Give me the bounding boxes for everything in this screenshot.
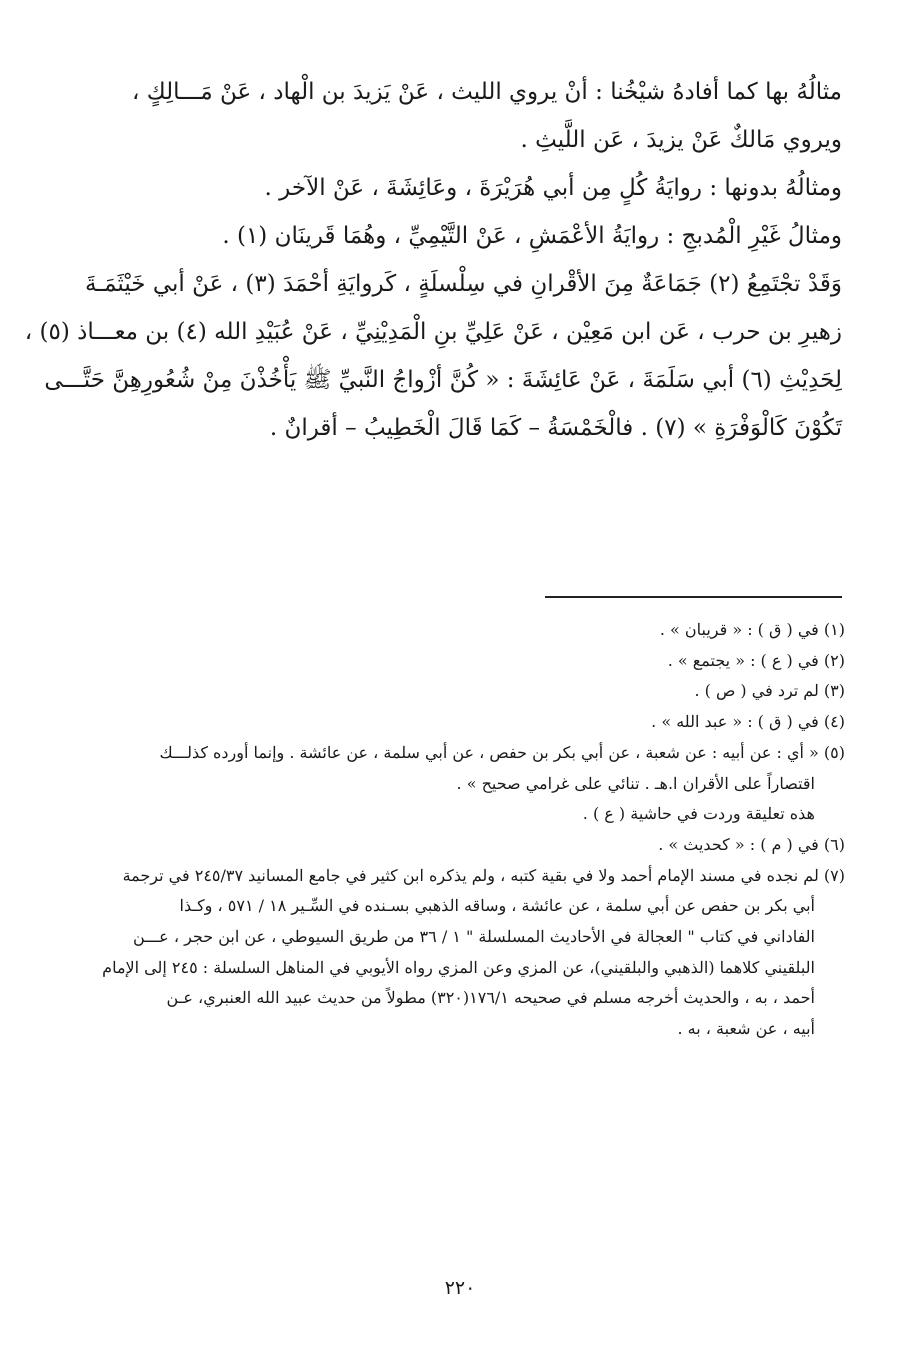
footnote-line: أبي بكر بن حفص عن أبي سلمة ، عن عائشة ، وساقه الذهبي بسـنده في السِّـير ١٨ / ٥٧١ ، وكـذا	[179, 896, 815, 916]
footnote-line: (١) في ( ق ) : « قريبان » .	[659, 620, 845, 639]
main-text	[24, 68, 842, 452]
main-line: لِحَدِيْثِ (٦) أبي سَلَمَةَ ، عَنْ عَائِشَةَ : « كُنَّ أزْواجُ النَّبيِّ ﷺ يَأْخُذْنَ مِنْ شُعُورِهِنَّ حَتَّـــى	[44, 367, 842, 393]
footnote-line: أحمد ، به ، والحديث أخرجه مسلم في صحيحه ١٧٦/١(٣٢٠) مطولاً من حديث عبيد الله العنبري، عـن	[166, 988, 815, 1008]
footnote-line: البلقيني كلاهما (الذهبي والبلقيني)، عن المزي وعن المزي رواه الأيوبي في المناهل السلسلة : ٢٤٥ إلى الإمام	[102, 957, 815, 977]
footnotes	[70, 615, 845, 1045]
footnote-line: أبيه ، عن شعبة ، به .	[677, 1019, 815, 1039]
footnote-line: (٥) « أي : عن أبيه : عن شعبة ، عن أبي بكر بن حفص ، عن أبي سلمة ، عن عائشة . وإنما أورده كذلـــك	[159, 742, 845, 762]
footnote-separator	[545, 596, 842, 598]
main-line: تَكُوْنَ كَالْوَفْرَةِ » (٧) . فالْخَمْسَةُ – كَمَا قَالَ الْخَطِيبُ – أقرانٌ .	[269, 415, 842, 441]
footnote-line: (٧) لم نجده في مسند الإمام أحمد ولا في بقية كتبه ، ولم يذكره ابن كثير في جامع المسانيد ٢٤٥/٣٧ في ترجمة	[122, 865, 845, 885]
main-line: ومثالُهُ بدونها : روايَةُ كُلٍ مِن أبي هُرَيْرَةَ ، وعَائِشَةَ ، عَنْ الآخر .	[264, 175, 842, 201]
main-line: مثالُهُ بها كما أفادهُ شيْخُنا : أنْ يروي الليث ، عَنْ يَزيدَ بن الْهاد ، عَنْ مَـــالِكٍ ،	[131, 79, 842, 105]
footnote-line: اقتصاراً على الأقران ا.هـ . تنائي على غرامي صحيح » .	[456, 773, 815, 793]
main-line: وَقَدْ تجْتَمِعُ (٢) جَمَاعَةٌ مِنَ الأقْرانِ في سِلْسلَةٍ ، كَروايَةِ أحْمَدَ (٣) ، عَنْ أبي خَيْثَمَـةَ	[85, 271, 842, 297]
main-line: زهيرِ بن حرب ، عَن ابن مَعِيْن ، عَنْ عَلِيِّ بنِ الْمَدِيْنِيِّ ، عَنْ عُبَيْدِ الله (٤) بن معـــاذ (٥) ،	[24, 319, 842, 345]
footnote-line: (٦) في ( م ) : « كحديث » .	[658, 834, 845, 854]
main-line: ويروي مَالكٌ عَنْ يزيدَ ، عَن اللَّيثِ .	[520, 127, 842, 153]
footnote-line: الفاداني في كتاب " العجالة في الأحاديث المسلسلة " ١ / ٣٦ من طريق السيوطي ، عن ابن حجر ، عـــن	[132, 927, 815, 947]
main-line: ومثالُ غَيْرِ الْمُدبجِ : روايَةُ الأعْمَشِ ، عَنْ التَّيْمِيِّ ، وهُمَا قَرينَان (١) .	[222, 223, 842, 249]
page-number: ٢٢٠	[444, 1277, 476, 1299]
footnote-line: (٢) في ( ع ) : « يجتمع » .	[667, 650, 845, 670]
footnote-line: هذه تعليقة وردت في حاشية ( ع ) .	[582, 804, 815, 824]
footnote-line: (٣) لم ترد في ( ص ) .	[694, 681, 845, 701]
footnote-line: (٤) في ( ق ) : « عبد الله » .	[651, 712, 845, 732]
